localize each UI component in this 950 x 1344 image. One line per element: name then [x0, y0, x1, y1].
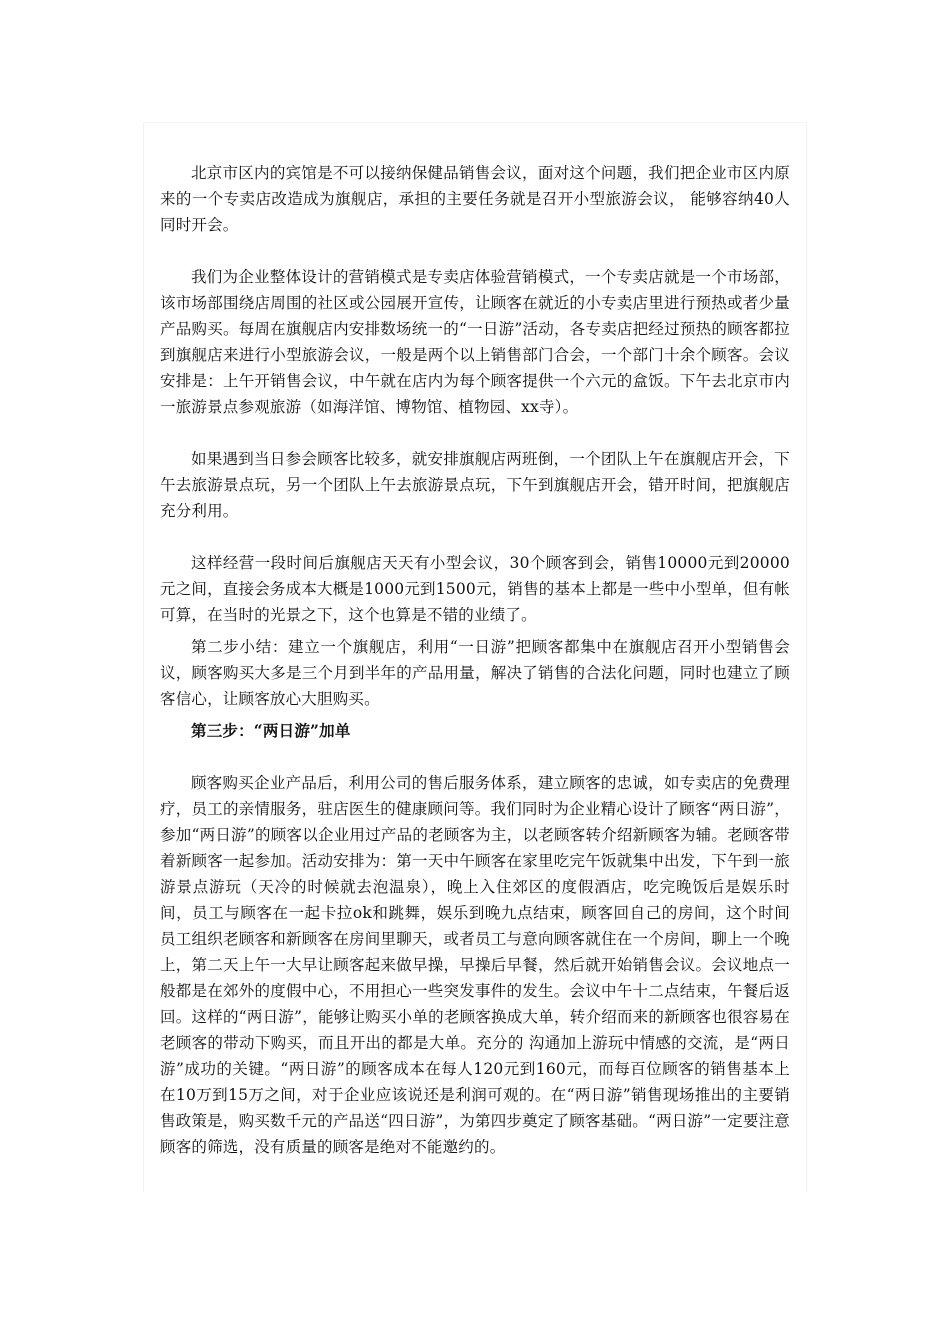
- paragraph-step-two-summary: 第二步小结：建立一个旗舰店，利用“一日游”把顾客都集中在旗舰店召开小型销售会议，顾客购买大多是三个月到半年的产品用量，解决了销售的合法化问题，同时也建立了顾客信心，让顾客放心大胆购买。: [160, 638, 790, 708]
- paragraph-hotel-restriction: 北京市区内的宾馆是不可以接纳保健品销售会议，面对这个问题，我们把企业市区内原来的一个专卖店改造成为旗舰店，承担的主要任务就是召开小型旅游会议， 能够容纳40人同时开会。: [160, 164, 790, 234]
- paragraph-two-day-tour: 顾客购买企业产品后，利用公司的售后服务体系，建立顾客的忠诚，如专卖店的免费理疗，员工的亲情服务，驻店医生的健康顾问等。我们同时为企业精心设计了顾客“两日游”，参加“两日游”的顾客以企业用过产品的老顾客为主，以老顾客转介绍新顾客为辅。老顾客带着新顾客一起参加。活动安排为：第一天中午顾客在家里吃完午饭就集中出发，下午到一旅游景点游玩（天冷的时候就去泡温泉），晚上入住郊区的度假酒店，吃完晚饭后是娱乐时间，员工与顾客在一起卡拉ok和跳舞，娱乐到晚九点结束，顾客回自己的房间，这个时间员工组织老顾客和新顾客在房间里聊天，或者员工与意向顾客就住在一个房间，聊上一个晚上，第二天上午一大早让顾客起来做早操，早操后早餐，然后就开始销售会议。会议地点一般都是在郊外的度假中心，不用担心一些突发事件的发生。会议中午十二点结束，午餐后返回。这样的“两日游”，能够让购买小单的老顾客换成大单，转介绍而来的新顾客也很容易在老顾客的带动下购买，而且开出的都是大单。充分的 沟通加上游玩中情感的交流，是“两日游”成功的关键。“两日游”的顾客成本在每人120元到160元，而每百位顾客的销售基本上在10万到15万之间，对于企业应该说还是利润可观的。在“两日游”销售现场推出的主要销售政策是，购买数千元的产品送“四日游”，为第四步奠定了顾客基础。“两日游”一定要注意顾客的筛选，没有质量的顾客是绝对不能邀约的。: [160, 774, 790, 1156]
- section-heading-step-three: 第三步：“两日游”加单: [191, 721, 351, 740]
- document-body: [160, 160, 790, 1160]
- paragraph-two-shifts: 如果遇到当日参会顾客比较多，就安排旗舰店两班倒，一个团队上午在旗舰店开会，下午去旅游景点玩，另一个团队上午去旅游景点玩，下午到旗舰店开会，错开时间，把旗舰店充分利用。: [160, 450, 790, 520]
- paragraph-marketing-model: 我们为企业整体设计的营销模式是专卖店体验营销模式，一个专卖店就是一个市场部，该市场部围绕店周围的社区或公园展开宣传，让顾客在就近的小专卖店里进行预热或者少量产品购买。每周在旗舰店内安排数场统一的“一日游”活动，各专卖店把经过预热的顾客都拉到旗舰店来进行小型旅游会议，一般是两个以上销售部门合会，一个部门十余个顾客。会议安排是：上午开销售会议，中午就在店内为每个顾客提供一个六元的盒饭。下午去北京市内一旅游景点参观旅游（如海洋馆、博物馆、植物园、xx寺）。: [160, 268, 790, 416]
- paragraph-results: 这样经营一段时间后旗舰店天天有小型会议，30个顾客到会，销售10000元到20000元之间，直接会务成本大概是1000元到1500元，销售的基本上都是一些中小型单，但有帐可算，在当时的光景之下，这个也算是不错的业绩了。: [160, 554, 790, 624]
